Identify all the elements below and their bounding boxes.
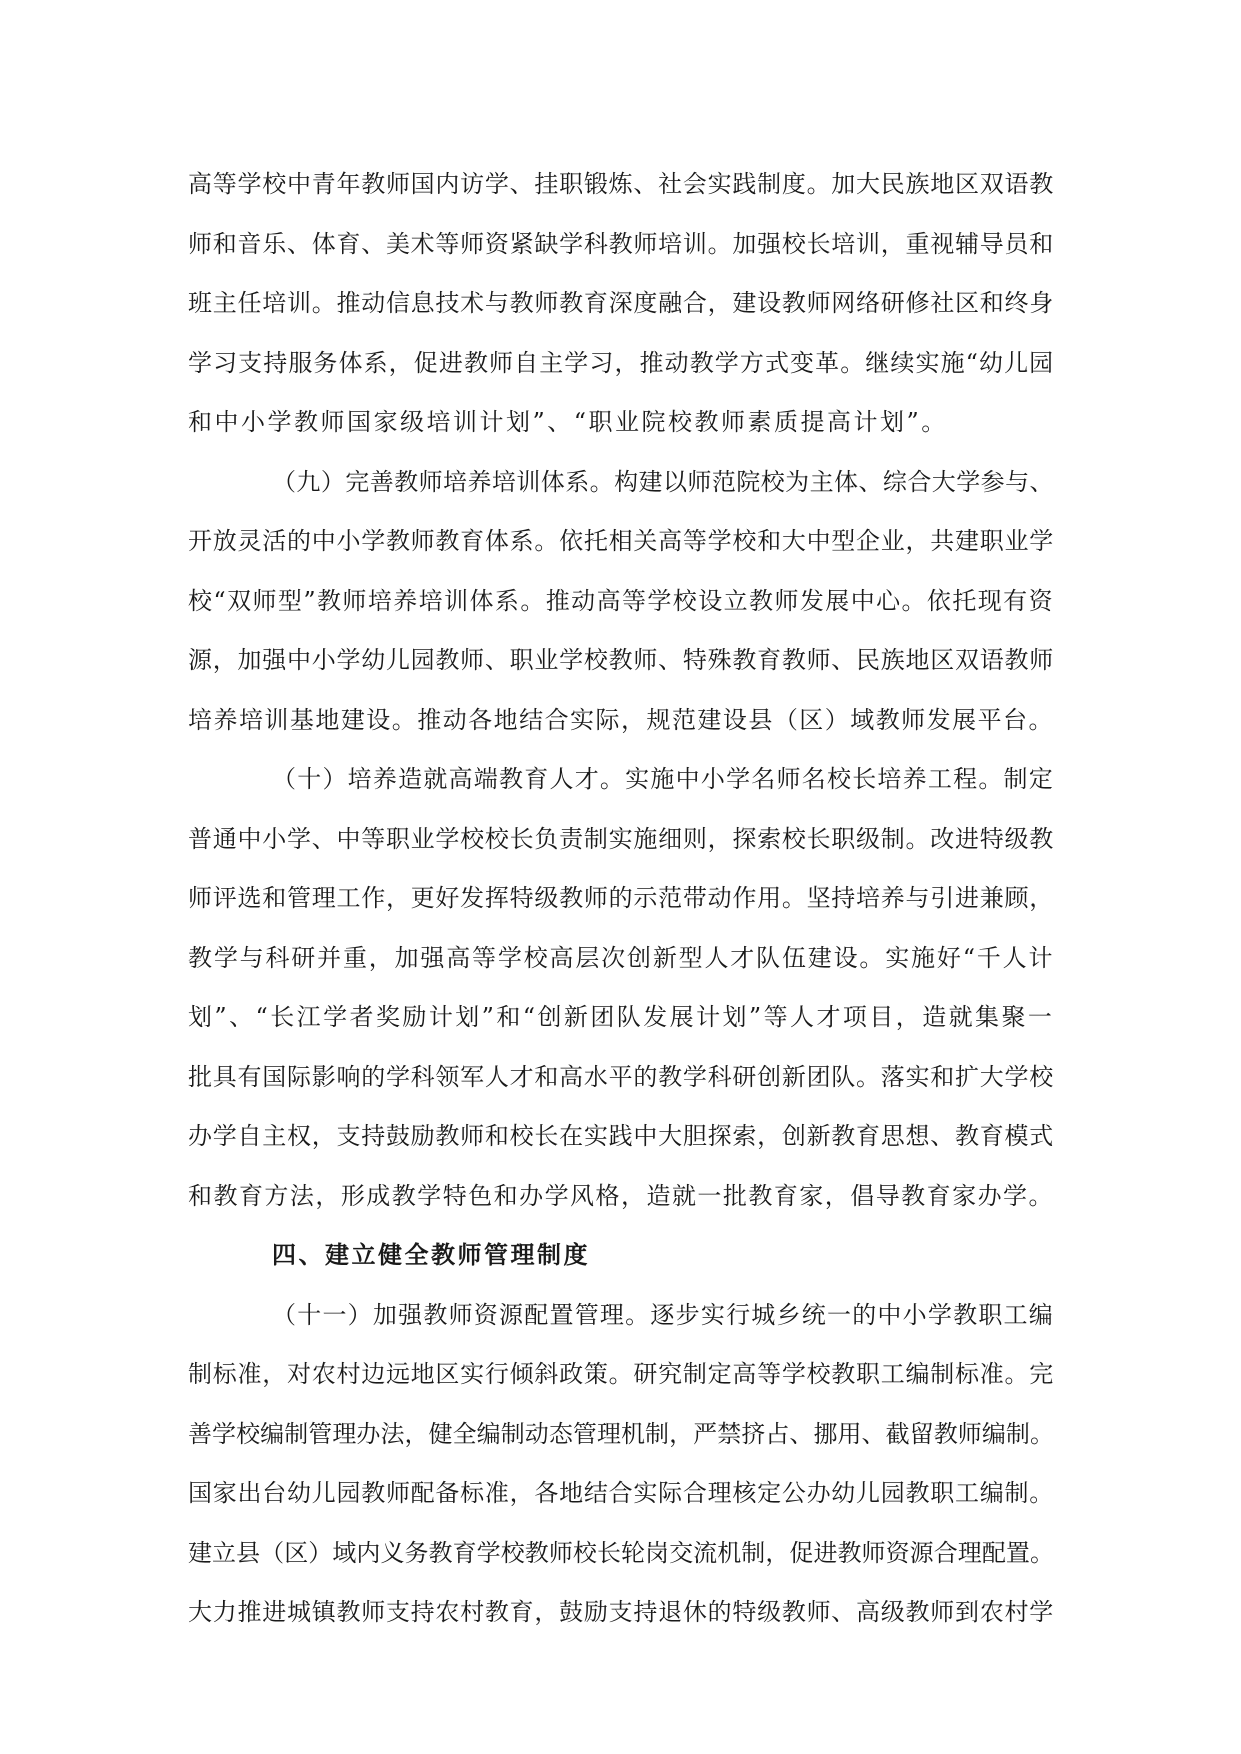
text-line: 教学与科研并重，加强高等学校高层次创新型人才队伍建设。实施好“千人计 [188,943,1055,972]
text-line: 学习支持服务体系，促进教师自主学习，推动教学方式变革。继续实施“幼儿园 [188,348,1055,377]
section-heading: 四、建立健全教师管理制度 [272,1241,590,1269]
text-line: 班主任培训。推动信息技术与教师教育深度融合，建设教师网络研修社区和终身 [188,289,1054,317]
paragraph-start-line: （十一）加强教师资源配置管理。逐步实行城乡统一的中小学教职工编 [272,1300,1054,1329]
paragraph-start-line: （九）完善教师培养培训体系。构建以师范院校为主体、综合大学参与、 [272,467,1054,496]
text-line: 普通中小学、中等职业学校校长负责制实施细则，探索校长职级制。改进特级教 [188,824,1054,853]
text-line: 建立县（区）域内义务教育学校教师校长轮岗交流机制，促进教师资源合理配置。 [188,1538,1054,1567]
document-body [188,155,1054,1643]
text-line: 国家出台幼儿园教师配备标准，各地结合实际合理核定公办幼儿园教职工编制。 [188,1479,1054,1507]
text-line: 师评选和管理工作，更好发挥特级教师的示范带动作用。坚持培养与引进兼顾， [188,884,1054,912]
paragraph-start-line: （十）培养造就高端教育人才。实施中小学名师名校长培养工程。制定 [272,765,1054,793]
text-line: 和教育方法，形成教学特色和办学风格，造就一批教育家，倡导教育家办学。 [188,1181,1054,1210]
text-line: 高等学校中青年教师国内访学、挂职锻炼、社会实践制度。加大民族地区双语教 [188,170,1054,198]
text-line: 源，加强中小学幼儿园教师、职业学校教师、特殊教育教师、民族地区双语教师 [188,646,1054,674]
text-line: 开放灵活的中小学教师教育体系。依托相关高等学校和大中型企业，共建职业学 [188,527,1054,555]
text-line: 师和音乐、体育、美术等师资紧缺学科教师培训。加强校长培训，重视辅导员和 [188,229,1054,258]
text-line: 制标准，对农村边远地区实行倾斜政策。研究制定高等学校教职工编制标准。完 [188,1360,1054,1388]
text-line: 划”、“长江学者奖励计划”和“创新团队发展计划”等人才项目，造就集聚一 [188,1003,1055,1031]
text-line: 和中小学教师国家级培训计划”、“职业院校教师素质提高计划”。 [188,408,948,436]
text-line: 培养培训基地建设。推动各地结合实际，规范建设县（区）域教师发展平台。 [188,705,1054,734]
text-line: 校“双师型”教师培养培训体系。推动高等学校设立教师发展中心。依托现有资 [188,586,1054,615]
text-line: 办学自主权，支持鼓励教师和校长在实践中大胆探索，创新教育思想、教育模式 [188,1122,1054,1150]
text-line: 善学校编制管理办法，健全编制动态管理机制，严禁挤占、挪用、截留教师编制。 [188,1419,1054,1448]
text-line: 大力推进城镇教师支持农村教育，鼓励支持退休的特级教师、高级教师到农村学 [188,1598,1054,1626]
text-line: 批具有国际影响的学科领军人才和高水平的教学科研创新团队。落实和扩大学校 [188,1062,1054,1091]
